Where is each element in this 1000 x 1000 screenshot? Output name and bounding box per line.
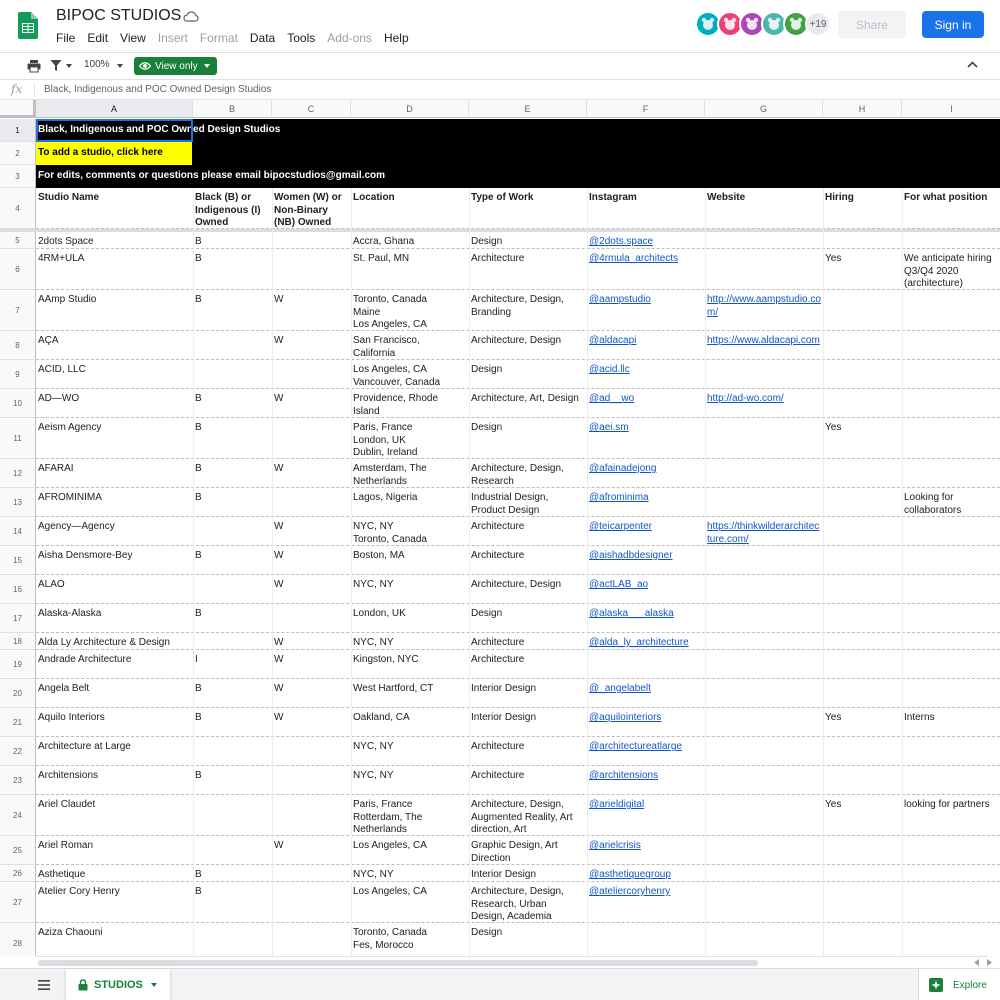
studio-name-cell: Asthetique — [38, 869, 86, 880]
instagram-link[interactable]: @aquilointeriors — [589, 712, 662, 723]
location-cell: San Francisco, California — [353, 335, 420, 359]
type-of-work-cell: Architecture, Design, Augmented Reality, Art direction, Art — [471, 799, 573, 835]
type-of-work-cell: Architecture — [471, 654, 525, 665]
row-header[interactable]: 16 — [0, 575, 36, 604]
table-row — [36, 766, 1000, 795]
instagram-link[interactable]: @aampstudio — [589, 294, 651, 305]
row-header[interactable]: 22 — [0, 737, 36, 766]
sheet-banner-title: Black, Indigenous and POC Owned Design Studios — [38, 124, 281, 135]
women-owned-cell: W — [274, 579, 284, 590]
fx-icon: fx — [11, 82, 23, 96]
instagram-link[interactable]: @_angelabelt — [589, 683, 651, 694]
table-row — [36, 575, 1000, 604]
row-header[interactable]: 25 — [0, 836, 36, 865]
share-button[interactable]: Share — [838, 11, 906, 38]
location-cell: Los Angeles, CA Vancouver, Canada — [353, 364, 441, 388]
menu-format[interactable]: Format — [199, 31, 238, 45]
column-title: Website — [707, 192, 746, 203]
add-studio-cell[interactable] — [36, 142, 192, 165]
formula-bar — [0, 80, 1000, 100]
spreadsheet-grid[interactable] — [0, 100, 1000, 956]
bi-owned-cell: B — [195, 608, 202, 619]
column-header-c[interactable]: C — [272, 100, 351, 118]
more-viewers-count[interactable]: +19 — [805, 11, 831, 37]
location-cell: Kingston, NYC — [353, 654, 419, 665]
instagram-link[interactable]: @ateliercoryhenry — [589, 886, 671, 897]
menu-tools[interactable]: Tools — [287, 31, 316, 45]
menu-bar — [50, 29, 415, 47]
table-row — [36, 142, 1000, 165]
type-of-work-cell: Interior Design — [471, 869, 537, 880]
row-header[interactable]: 5 — [0, 232, 36, 249]
type-of-work-cell: Design — [471, 608, 503, 619]
instagram-link[interactable]: @actLAB_ao — [589, 579, 649, 590]
women-owned-cell: W — [274, 393, 284, 404]
menu-view[interactable]: View — [120, 31, 146, 45]
formula-input[interactable]: Black, Indigenous and POC Owned Design Studios — [44, 84, 272, 95]
column-title: For what position — [904, 192, 988, 203]
type-of-work-cell: Architecture — [471, 741, 525, 752]
table-row — [36, 633, 1000, 650]
row-header[interactable]: 27 — [0, 882, 36, 923]
explore-icon — [929, 978, 943, 992]
scroll-right-icon[interactable] — [986, 959, 992, 966]
row-header[interactable]: 3 — [0, 165, 36, 188]
position-cell: Looking for collaborators — [904, 492, 962, 516]
position-cell: looking for partners — [904, 799, 990, 810]
women-owned-cell: W — [274, 683, 284, 694]
type-of-work-cell: Architecture, Design — [471, 335, 562, 346]
column-header-b[interactable]: B — [193, 100, 272, 118]
type-of-work-cell: Architecture, Design, Research — [471, 463, 564, 487]
type-of-work-cell: Design — [471, 364, 503, 375]
row-header[interactable]: 17 — [0, 604, 36, 633]
women-owned-cell: W — [274, 294, 284, 305]
table-row — [36, 517, 1000, 546]
studio-name-cell: Alaska-Alaska — [38, 608, 102, 619]
type-of-work-cell: Architecture, Art, Design — [471, 393, 579, 404]
menu-help[interactable]: Help — [383, 31, 409, 45]
hiring-cell: Yes — [825, 799, 842, 810]
studio-name-cell: Alda Ly Architecture & Design — [38, 637, 170, 648]
row-header[interactable]: 23 — [0, 766, 36, 795]
studio-name-cell: Aeism Agency — [38, 422, 102, 433]
table-row — [36, 232, 1000, 249]
location-cell: Providence, Rhode Island — [353, 393, 439, 417]
table-row — [36, 737, 1000, 766]
column-gridline — [902, 188, 903, 956]
studio-name-cell: Ariel Claudet — [38, 799, 96, 810]
sheet-tab-studios[interactable] — [66, 969, 170, 1000]
menu-edit[interactable]: Edit — [87, 31, 109, 45]
row-header[interactable]: 21 — [0, 708, 36, 737]
table-row — [36, 249, 1000, 290]
type-of-work-cell: Industrial Design, Product Design — [471, 492, 549, 516]
row-header[interactable]: 9 — [0, 360, 36, 389]
column-title: Hiring — [825, 192, 854, 203]
women-owned-cell: W — [274, 521, 284, 532]
instagram-link[interactable]: @teicarpenter — [589, 521, 652, 532]
zoom-dropdown-caret-icon[interactable] — [117, 64, 123, 68]
table-row — [36, 882, 1000, 923]
column-gridline — [351, 188, 352, 956]
instagram-link[interactable]: @4rmula_architects — [589, 253, 679, 264]
cloud-saved-icon[interactable] — [183, 10, 199, 24]
filter-dropdown-caret-icon[interactable] — [66, 64, 72, 68]
studio-name-cell: Architensions — [38, 770, 99, 781]
row-header[interactable]: 4 — [0, 188, 36, 229]
location-cell: Los Angeles, CA — [353, 886, 427, 897]
women-owned-cell: W — [274, 463, 284, 474]
viewer-avatars — [695, 11, 831, 37]
location-cell: Toronto, Canada Maine Los Angeles, CA — [353, 294, 427, 330]
table-row — [36, 188, 1000, 229]
anonymous-animal-icon — [788, 16, 804, 32]
table-row — [36, 836, 1000, 865]
row-header[interactable]: 8 — [0, 331, 36, 360]
studio-name-cell: Angela Belt — [38, 683, 90, 694]
location-cell: NYC, NY — [353, 770, 394, 781]
bi-owned-cell: B — [195, 294, 202, 305]
sign-in-button[interactable]: Sign in — [922, 11, 984, 38]
bi-owned-cell: B — [195, 869, 202, 880]
women-owned-cell: W — [274, 335, 284, 346]
row-header[interactable]: 11 — [0, 418, 36, 459]
bi-owned-cell: B — [195, 886, 202, 897]
column-gridline — [705, 188, 706, 956]
women-owned-cell: W — [274, 712, 284, 723]
chevron-up-icon[interactable] — [967, 61, 978, 68]
column-gridline — [193, 188, 194, 956]
type-of-work-cell: Architecture — [471, 770, 525, 781]
type-of-work-cell: Architecture — [471, 637, 525, 648]
chevron-down-icon — [151, 983, 157, 987]
type-of-work-cell: Interior Design — [471, 712, 537, 723]
table-row — [36, 165, 1000, 188]
studio-name-cell: Aquilo Interiors — [38, 712, 105, 723]
instagram-link[interactable]: @aei.sm — [589, 422, 629, 433]
table-row — [36, 650, 1000, 679]
zoom-select[interactable]: 100% — [84, 59, 110, 70]
column-header-a[interactable]: A — [36, 100, 193, 118]
studio-name-cell: Atelier Cory Henry — [38, 886, 120, 897]
eye-icon — [139, 61, 151, 71]
type-of-work-cell: Architecture — [471, 253, 525, 264]
table-row — [36, 865, 1000, 882]
print-icon[interactable] — [27, 59, 41, 73]
row-header[interactable]: 20 — [0, 679, 36, 708]
bi-owned-cell: I — [195, 654, 198, 665]
chevron-down-icon — [204, 64, 210, 68]
location-cell: St. Paul, MN — [353, 253, 410, 264]
studio-name-cell: 4RM+ULA — [38, 253, 85, 264]
document-title[interactable]: BIPOC STUDIOS — [56, 7, 182, 24]
bi-owned-cell: B — [195, 683, 202, 694]
women-owned-cell: W — [274, 550, 284, 561]
bi-owned-cell: B — [195, 492, 202, 503]
toolbar — [0, 52, 1000, 80]
contact-email-note[interactable]: For edits, comments or questions please email bipocstudios@gmail.com — [38, 170, 386, 181]
bi-owned-cell: B — [195, 770, 202, 781]
table-row — [36, 418, 1000, 459]
website-link[interactable]: http://ad-wo.com/ — [707, 393, 784, 404]
type-of-work-cell: Design — [471, 422, 503, 433]
location-cell: West Hartford, CT — [353, 683, 434, 694]
row-header[interactable]: 15 — [0, 546, 36, 575]
location-cell: Lagos, Nigeria — [353, 492, 418, 503]
lock-icon — [78, 979, 88, 991]
website-link[interactable]: https://thinkwilderarchitecture.com/ — [707, 521, 820, 545]
add-studio-link[interactable]: To add a studio, click here — [38, 147, 163, 158]
studio-name-cell: Aziza Chaouni — [38, 927, 103, 938]
studio-name-cell: Andrade Architecture — [38, 654, 132, 665]
row-header[interactable]: 12 — [0, 459, 36, 488]
explore-label: Explore — [953, 979, 987, 991]
location-cell: Boston, MA — [353, 550, 405, 561]
location-cell: Oakland, CA — [353, 712, 410, 723]
row-header[interactable]: 6 — [0, 249, 36, 290]
studio-name-cell: Aisha Densmore-Bey — [38, 550, 133, 561]
studio-name-cell: AFROMINIMA — [38, 492, 102, 503]
type-of-work-cell: Interior Design — [471, 683, 537, 694]
table-row — [36, 290, 1000, 331]
table-row — [36, 389, 1000, 418]
type-of-work-cell: Architecture, Design, Branding — [471, 294, 564, 318]
menu-addons[interactable]: Add-ons — [327, 31, 372, 45]
table-row — [36, 488, 1000, 517]
location-cell: NYC, NY — [353, 637, 394, 648]
row-header[interactable]: 2 — [0, 142, 36, 165]
location-cell: Los Angeles, CA — [353, 840, 427, 851]
column-title: Women (W) or Non-Binary (NB) Owned — [274, 192, 342, 228]
table-row — [36, 604, 1000, 633]
table-row — [36, 708, 1000, 737]
table-row — [36, 923, 1000, 956]
instagram-link[interactable]: @asthetiquegroup — [589, 869, 671, 880]
studio-name-cell: AD—WO — [38, 393, 80, 404]
instagram-link[interactable]: @architectureatlarge — [589, 741, 682, 752]
app-header — [0, 0, 1000, 52]
menu-insert[interactable]: Insert — [157, 31, 188, 45]
row-header[interactable]: 24 — [0, 795, 36, 836]
type-of-work-cell: Architecture — [471, 521, 525, 532]
position-cell: We anticipate hiring Q3/Q4 2020 (architecture) — [904, 253, 992, 289]
select-all-corner[interactable] — [0, 100, 36, 118]
bi-owned-cell: B — [195, 550, 202, 561]
table-row — [36, 331, 1000, 360]
instagram-link[interactable]: @architensions — [589, 770, 659, 781]
women-owned-cell: W — [274, 654, 284, 665]
anonymous-animal-icon — [744, 16, 760, 32]
menu-file[interactable]: File — [56, 31, 76, 45]
row-header[interactable]: 14 — [0, 517, 36, 546]
menu-data[interactable]: Data — [249, 31, 276, 45]
location-cell: Accra, Ghana — [353, 236, 415, 247]
instagram-link[interactable]: @arielcrisis — [589, 840, 641, 851]
studio-name-cell: ACID, LLC — [38, 364, 86, 375]
column-title: Type of Work — [471, 192, 534, 203]
type-of-work-cell: Architecture, Design — [471, 579, 562, 590]
women-owned-cell: W — [274, 637, 284, 648]
column-title: Instagram — [589, 192, 637, 203]
type-of-work-cell: Design — [471, 927, 503, 938]
instagram-link[interactable]: @alaska___alaska — [589, 608, 674, 619]
instagram-link[interactable]: @arieldigital — [589, 799, 645, 810]
column-title: Location — [353, 192, 395, 203]
column-gridline — [469, 188, 470, 956]
location-cell: Paris, France Rotterdam, The Netherlands — [353, 799, 423, 835]
anonymous-animal-icon — [700, 16, 716, 32]
column-header-i[interactable]: I — [902, 100, 1000, 118]
hiring-cell: Yes — [825, 712, 842, 723]
instagram-link[interactable]: @alda_ly_architecture — [589, 637, 689, 648]
bi-owned-cell: B — [195, 422, 202, 433]
location-cell: Toronto, Canada Fes, Morocco — [353, 927, 427, 951]
explore-button[interactable] — [918, 969, 1000, 1000]
location-cell: London, UK — [353, 608, 406, 619]
table-row — [36, 679, 1000, 708]
instagram-link[interactable]: @ad__wo — [589, 393, 635, 404]
bi-owned-cell: B — [195, 712, 202, 723]
row-header[interactable]: 18 — [0, 633, 36, 650]
instagram-link[interactable]: @acid.llc — [589, 364, 630, 375]
formula-divider — [34, 83, 35, 97]
studio-name-cell: Ariel Roman — [38, 840, 94, 851]
studio-name-cell: AÇA — [38, 335, 59, 346]
google-sheets-logo-icon[interactable] — [18, 12, 38, 39]
column-gridline — [587, 188, 588, 956]
position-cell: Interns — [904, 712, 935, 723]
column-header-d[interactable]: D — [351, 100, 469, 118]
location-cell: NYC, NY Toronto, Canada — [353, 521, 427, 545]
column-gridline — [272, 188, 273, 956]
filter-icon[interactable] — [50, 59, 62, 72]
anonymous-animal-icon — [722, 16, 738, 32]
table-row — [36, 546, 1000, 575]
column-header-h[interactable]: H — [823, 100, 902, 118]
row-header[interactable]: 19 — [0, 650, 36, 679]
sheet-tab-bar — [0, 968, 1000, 1000]
table-row — [36, 459, 1000, 488]
instagram-link[interactable]: @2dots.space — [589, 236, 654, 247]
column-header-f[interactable]: F — [587, 100, 705, 118]
view-only-button[interactable] — [134, 57, 217, 75]
studio-name-cell: Agency—Agency — [38, 521, 115, 532]
row-header[interactable]: 26 — [0, 865, 36, 882]
row-header[interactable]: 1 — [0, 119, 36, 142]
website-link[interactable]: https://www.aldacapi.com — [707, 335, 820, 346]
bi-owned-cell: B — [195, 393, 202, 404]
column-gridline — [823, 188, 824, 956]
table-row — [36, 360, 1000, 389]
row-header[interactable]: 28 — [0, 923, 36, 956]
location-cell: NYC, NY — [353, 741, 394, 752]
hiring-cell: Yes — [825, 422, 842, 433]
bi-owned-cell: B — [195, 236, 202, 247]
location-cell: Paris, France London, UK Dublin, Ireland — [353, 422, 418, 458]
sheet-tab-label: STUDIOS — [94, 979, 143, 991]
instagram-link[interactable]: @afainadejong — [589, 463, 657, 474]
column-title: Studio Name — [38, 192, 100, 203]
type-of-work-cell: Design — [471, 236, 503, 247]
location-cell: NYC, NY — [353, 579, 394, 590]
studio-name-cell: 2dots Space — [38, 236, 94, 247]
all-sheets-menu-icon[interactable] — [38, 980, 50, 990]
studio-name-cell: AFARAI — [38, 463, 74, 474]
table-row — [36, 119, 1000, 142]
column-header-e[interactable]: E — [469, 100, 587, 118]
hiring-cell: Yes — [825, 253, 842, 264]
scroll-left-icon[interactable] — [974, 959, 980, 966]
row-header[interactable]: 7 — [0, 290, 36, 331]
column-title: Black (B) or Indigenous (I) Owned — [195, 192, 261, 228]
studio-name-cell: ALAO — [38, 579, 65, 590]
instagram-link[interactable]: @afrominima — [589, 492, 649, 503]
instagram-link[interactable]: @aishadbdesigner — [589, 550, 673, 561]
anonymous-animal-icon — [766, 16, 782, 32]
type-of-work-cell: Architecture — [471, 550, 525, 561]
women-owned-cell: W — [274, 840, 284, 851]
table-row — [36, 795, 1000, 836]
row-header[interactable]: 10 — [0, 389, 36, 418]
type-of-work-cell: Architecture, Design, Research, Urban Design, Academia — [471, 886, 564, 922]
scrollbar-thumb[interactable] — [38, 960, 758, 966]
location-cell: NYC, NY — [353, 869, 394, 880]
studio-name-cell: AAmp Studio — [38, 294, 97, 305]
horizontal-scrollbar[interactable] — [36, 956, 988, 968]
instagram-link[interactable]: @aldacapi — [589, 335, 637, 346]
type-of-work-cell: Graphic Design, Art Direction — [471, 840, 558, 864]
location-cell: Amsterdam, The Netherlands — [353, 463, 427, 487]
view-only-label: View only — [155, 60, 198, 72]
row-header[interactable]: 13 — [0, 488, 36, 517]
bi-owned-cell: B — [195, 463, 202, 474]
studio-name-cell: Architecture at Large — [38, 741, 131, 752]
column-header-g[interactable]: G — [705, 100, 823, 118]
website-link[interactable]: http://www.aampstudio.com/ — [707, 294, 821, 318]
bi-owned-cell: B — [195, 253, 202, 264]
